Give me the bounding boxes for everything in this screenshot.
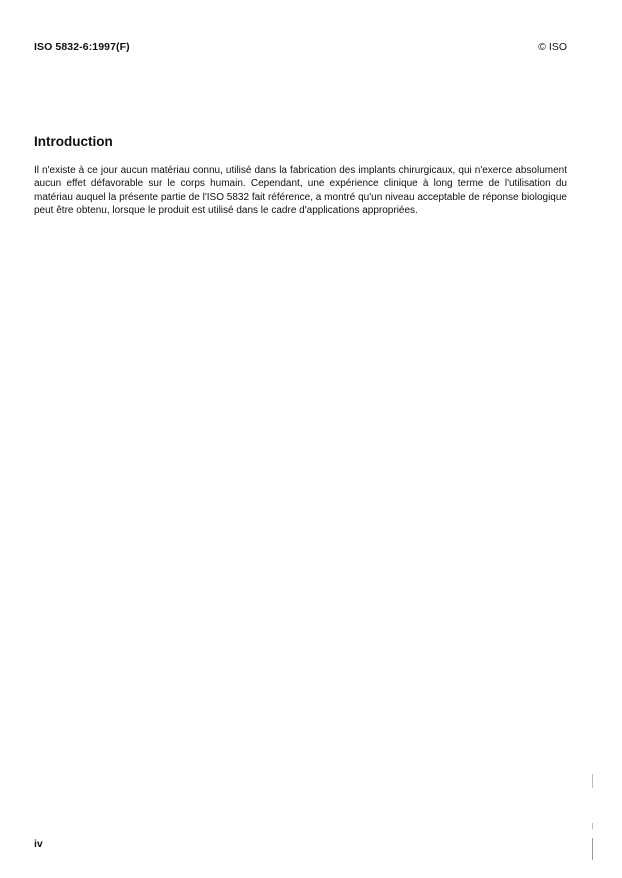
standard-id: ISO 5832-6:1997(F) xyxy=(34,41,130,53)
scan-artifact xyxy=(592,838,593,860)
intro-paragraph: Il n'existe à ce jour aucun matériau connu, utilisé dans la fabrication des implants chirurgicaux, qui n'exerce absolument aucun effet défavorable sur le corps humain. Cependant, une expérience clinique à long terme de l'utilisation du matériau auquel la présente partie de l'ISO 5832 fait référence, a montré qu'un niveau acceptable de réponse biologique peut être obtenu, lorsque le produit est utilisé dans le cadre d'applications appropriées. xyxy=(34,165,567,217)
scan-artifact xyxy=(592,823,593,829)
page-number: iv xyxy=(34,838,43,850)
copyright-notice: © ISO xyxy=(538,41,567,53)
section-title: Introduction xyxy=(34,134,113,149)
scan-artifact xyxy=(592,774,593,788)
